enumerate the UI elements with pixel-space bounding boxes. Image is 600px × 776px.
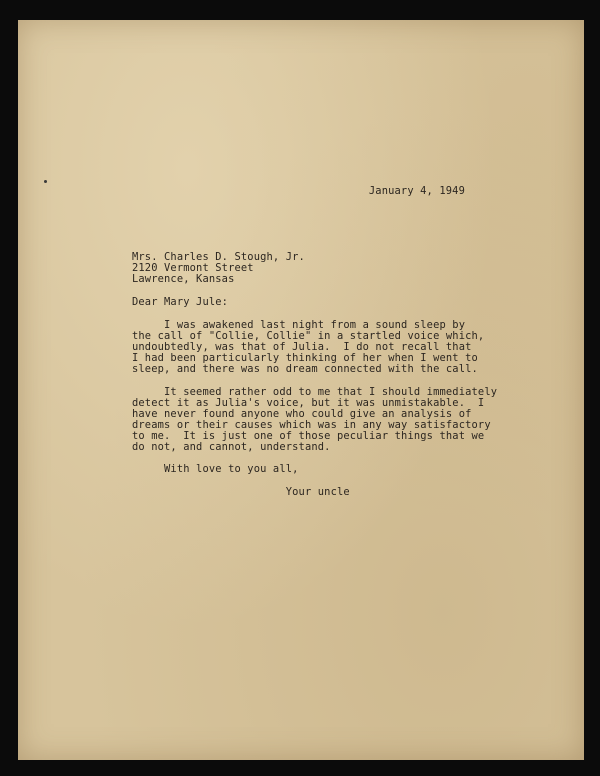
signoff: Your uncle — [132, 486, 350, 498]
ink-speck — [44, 180, 47, 183]
letter-date: January 4, 1949 — [260, 185, 465, 197]
recipient-address: Mrs. Charles D. Stough, Jr. 2120 Vermont Street Lawrence, Kansas — [132, 251, 305, 285]
closing-line: With love to you all, — [132, 463, 299, 475]
salutation: Dear Mary Jule: — [132, 296, 229, 308]
body-paragraph-1: I was awakened last night from a sound sleep by the call of "Collie, Collie" in a startled voice which, undoubtedly, was that of Julia. I do not recall that I had been particularly thinking of her when I went to sleep, and there was no dream connected with the call. — [132, 319, 485, 375]
letter-sheet — [18, 20, 584, 760]
body-paragraph-2: It seemed rather odd to me that I should immediately detect it as Julia's voice, but it was unmistakable. I have never found anyone who could give an analysis of dreams or their causes which was in any way satisfactory to me. It is just one of those peculiar things that we do not, and cannot, understand. — [132, 386, 498, 453]
